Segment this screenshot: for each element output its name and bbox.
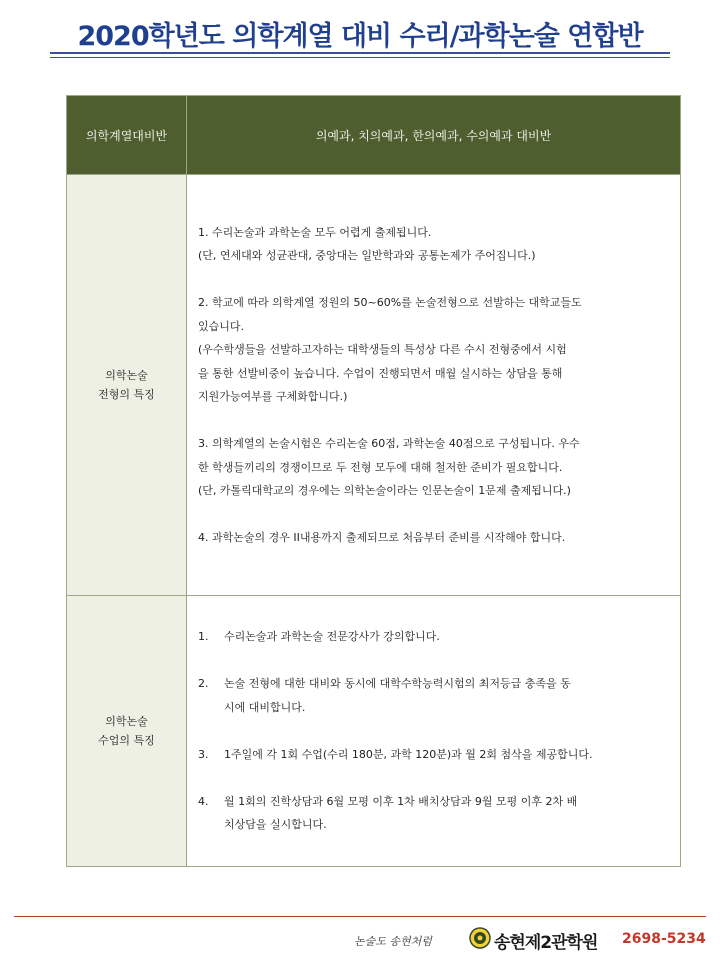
title-underline — [50, 52, 670, 54]
table-header-row — [67, 96, 681, 175]
footer — [0, 925, 720, 955]
list-item: 4. 월 1회의 진학상담과 6월 모평 이후 1차 배치상담과 9월 모평 이후 2차 배 치상담을 실시합니다. — [198, 794, 578, 832]
academy-name: 송현제2관학원 — [494, 933, 598, 953]
table-row — [67, 596, 681, 867]
feature-3: 3. 의학계열의 논술시험은 수리논술 60점, 과학논술 40점으로 구성됩니다. 우수 한 학생들끼리의 경쟁이므로 두 전형 모두에 대해 철저한 준비가 필요합니다. (단, 카톨릭대학교의 경우에는 의학논술이라는 인문논술이 1문제 출제됩니다.) — [198, 437, 580, 497]
feature-2: 2. 학교에 따라 의학계열 정원의 50~60%를 논술전형으로 선발하는 대학교들도 있습니다. (우수학생들을 선발하고자하는 대학생들의 특성상 다른 수시 전형중에서 시험 을 통한 선발비중이 높습니다. 수업이 진행되면서 매월 실시하는 상담을 통해 지원가능여부를 구체화합니다.) — [198, 296, 582, 403]
header-target-majors: 의예과, 치의예과, 한의예과, 수의예과 대비반 — [187, 96, 681, 175]
footer-slogan: 논술도 송현처럼 — [354, 935, 432, 948]
feature-1: 1. 수리논술과 과학논술 모두 어렵게 출제됩니다. (단, 연세대와 성균관대, 중앙대는 일반학과와 공통논제가 주어집니다.) — [198, 225, 536, 262]
feature-4: 4. 과학논술의 경우 II내용까지 출제되므로 처음부터 준비를 시작해야 합니다. — [198, 531, 566, 544]
list-item: 2. 논술 전형에 대한 대비와 동시에 대학수학능력시험의 최저등급 충족을 동 시에 대비합니다. — [198, 677, 571, 714]
title-underline-thin — [50, 57, 670, 58]
exam-features-content — [187, 175, 681, 596]
table-row — [67, 175, 681, 596]
class-features-content — [187, 596, 681, 867]
list-item: 1. 수리논술과 과학논술 전문강사가 강의합니다. — [198, 630, 440, 644]
page-title: 2020학년도 의학계열 대비 수리/과학논술 연합반 — [77, 21, 643, 52]
header-program: 의학계열대비반 — [67, 96, 187, 175]
row-label-class-features: 의학논술 수업의 특징 — [67, 596, 187, 867]
phone-number: 2698-5234 — [622, 931, 706, 947]
academy-emblem-icon — [469, 927, 491, 949]
row-label-exam-features: 의학논술 전형의 특징 — [67, 175, 187, 596]
title-area — [0, 0, 720, 62]
footer-divider — [14, 916, 706, 917]
list-item: 3. 1주일에 각 1회 수업(수리 180분, 과학 120분)과 월 2회 첨삭을 제공합니다. — [198, 747, 593, 761]
program-info-table — [66, 95, 681, 867]
